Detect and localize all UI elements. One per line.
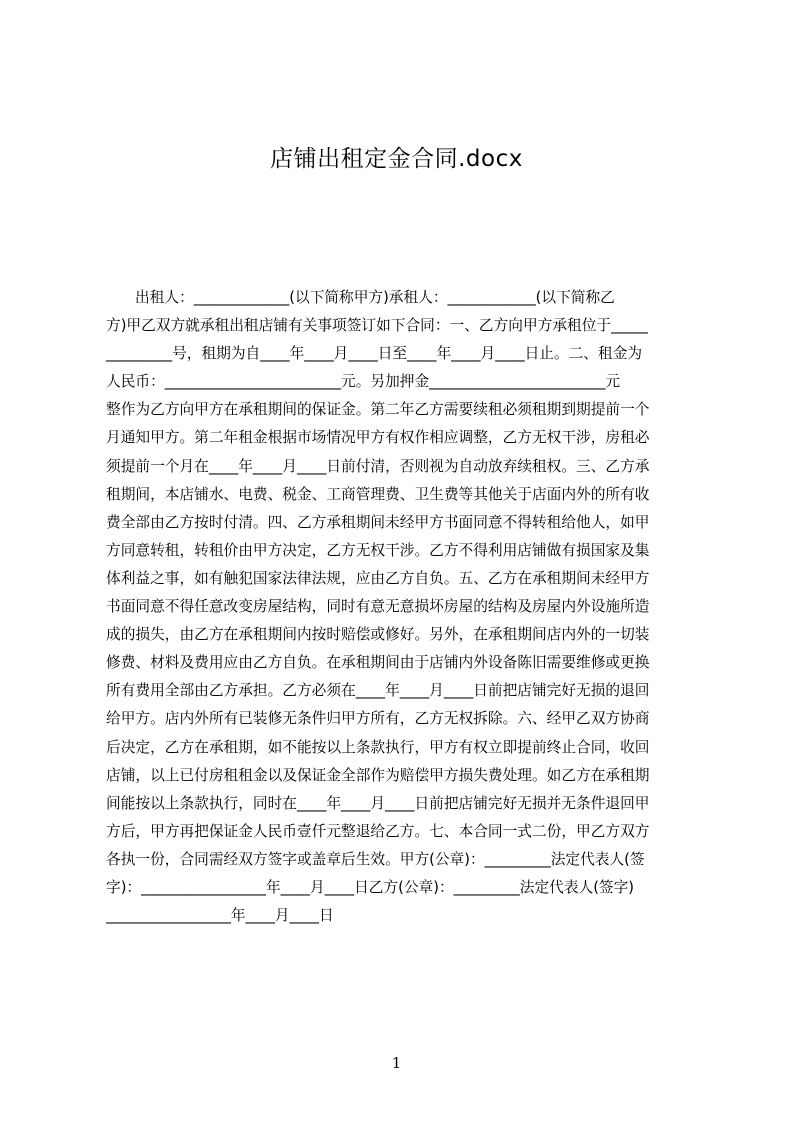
body-line: 成的损失，由乙方在承租期间内按时赔偿或修好。另外，在承租期间店内外的一切装 — [106, 626, 650, 644]
body-line: 书面同意不得任意改变房屋结构，同时有意无意损坏房屋的结构及房屋内外设施所造 — [106, 598, 650, 616]
body-line: 租期间，本店铺水、电费、税金、工商管理费、卫生费等其他关于店面内外的所有收 — [106, 485, 650, 503]
body-line: 方同意转租，转租价由甲方决定，乙方无权干涉。乙方不得利用店铺做有损国家及集 — [106, 541, 650, 559]
body-line: 间能按以上条款执行，同时在____年____月____日前把店铺完好无损并无条件退回甲 — [106, 794, 650, 812]
body-line: 各执一份，合同需经双方签字或盖章后生效。甲方(公章)：_________法定代表人(签 — [106, 850, 645, 868]
body-line: 整作为乙方向甲方在承租期间的保证金。第二年乙方需要续租必须租期到期提前一个 — [106, 401, 650, 419]
body-line: _________________年____月____日 — [106, 907, 334, 925]
body-line: 月通知甲方。第二年租金根据市场情况甲方有权作相应调整，乙方无权干涉，房租必 — [106, 429, 650, 447]
document-title: 店铺出租定金合同.docx — [270, 146, 523, 172]
body-line: 方)甲乙双方就承租出租店铺有关事项签订如下合同：一、乙方向甲方承租位于_____ — [106, 317, 648, 335]
contract-body — [106, 284, 698, 930]
body-line: _________号，租期为自____年____月____日至____年____月____日止。二、租金为 — [106, 345, 643, 363]
body-line: 字)：_________________年____月____日乙方(公章)：_________法定代表人(签字) — [106, 878, 635, 896]
body-line: 出租人：_____________(以下简称甲方)承租人：____________(以下简称乙 — [135, 289, 615, 306]
body-line: 方后，甲方再把保证金人民币壹仟元整退给乙方。七、本合同一式二份，甲乙方双方 — [106, 822, 650, 840]
body-line: 所有费用全部由乙方承担。乙方必须在____年____月____日前把店铺完好无损的退回 — [106, 682, 650, 700]
page-number: 1 — [391, 1054, 402, 1072]
body-line: 体利益之事，如有触犯国家法律法规，应由乙方自负。五、乙方在承租期间未经甲方 — [106, 569, 650, 587]
body-line: 费全部由乙方按时付清。四、乙方承租期间未经甲方书面同意不得转租给他人，如甲 — [106, 513, 650, 531]
body-line: 店铺，以上已付房租租金以及保证金全部作为赔偿甲方损失费处理。如乙方在承租期 — [106, 766, 650, 784]
body-line: 修费、材料及费用应由乙方自负。在承租期间由于店铺内外设备陈旧需要维修或更换 — [106, 654, 650, 672]
body-line: 给甲方。店内外所有已装修无条件归甲方所有，乙方无权拆除。六、经甲乙双方协商 — [106, 710, 650, 728]
body-line: 人民币：________________________元。另加押金________________________元 — [106, 373, 621, 391]
body-line: 后决定，乙方在承租期，如不能按以上条款执行，甲方有权立即提前终止合同，收回 — [106, 738, 650, 756]
body-line: 须提前一个月在____年____月____日前付清，否则视为自动放弃续租权。三、乙方承 — [106, 457, 650, 475]
